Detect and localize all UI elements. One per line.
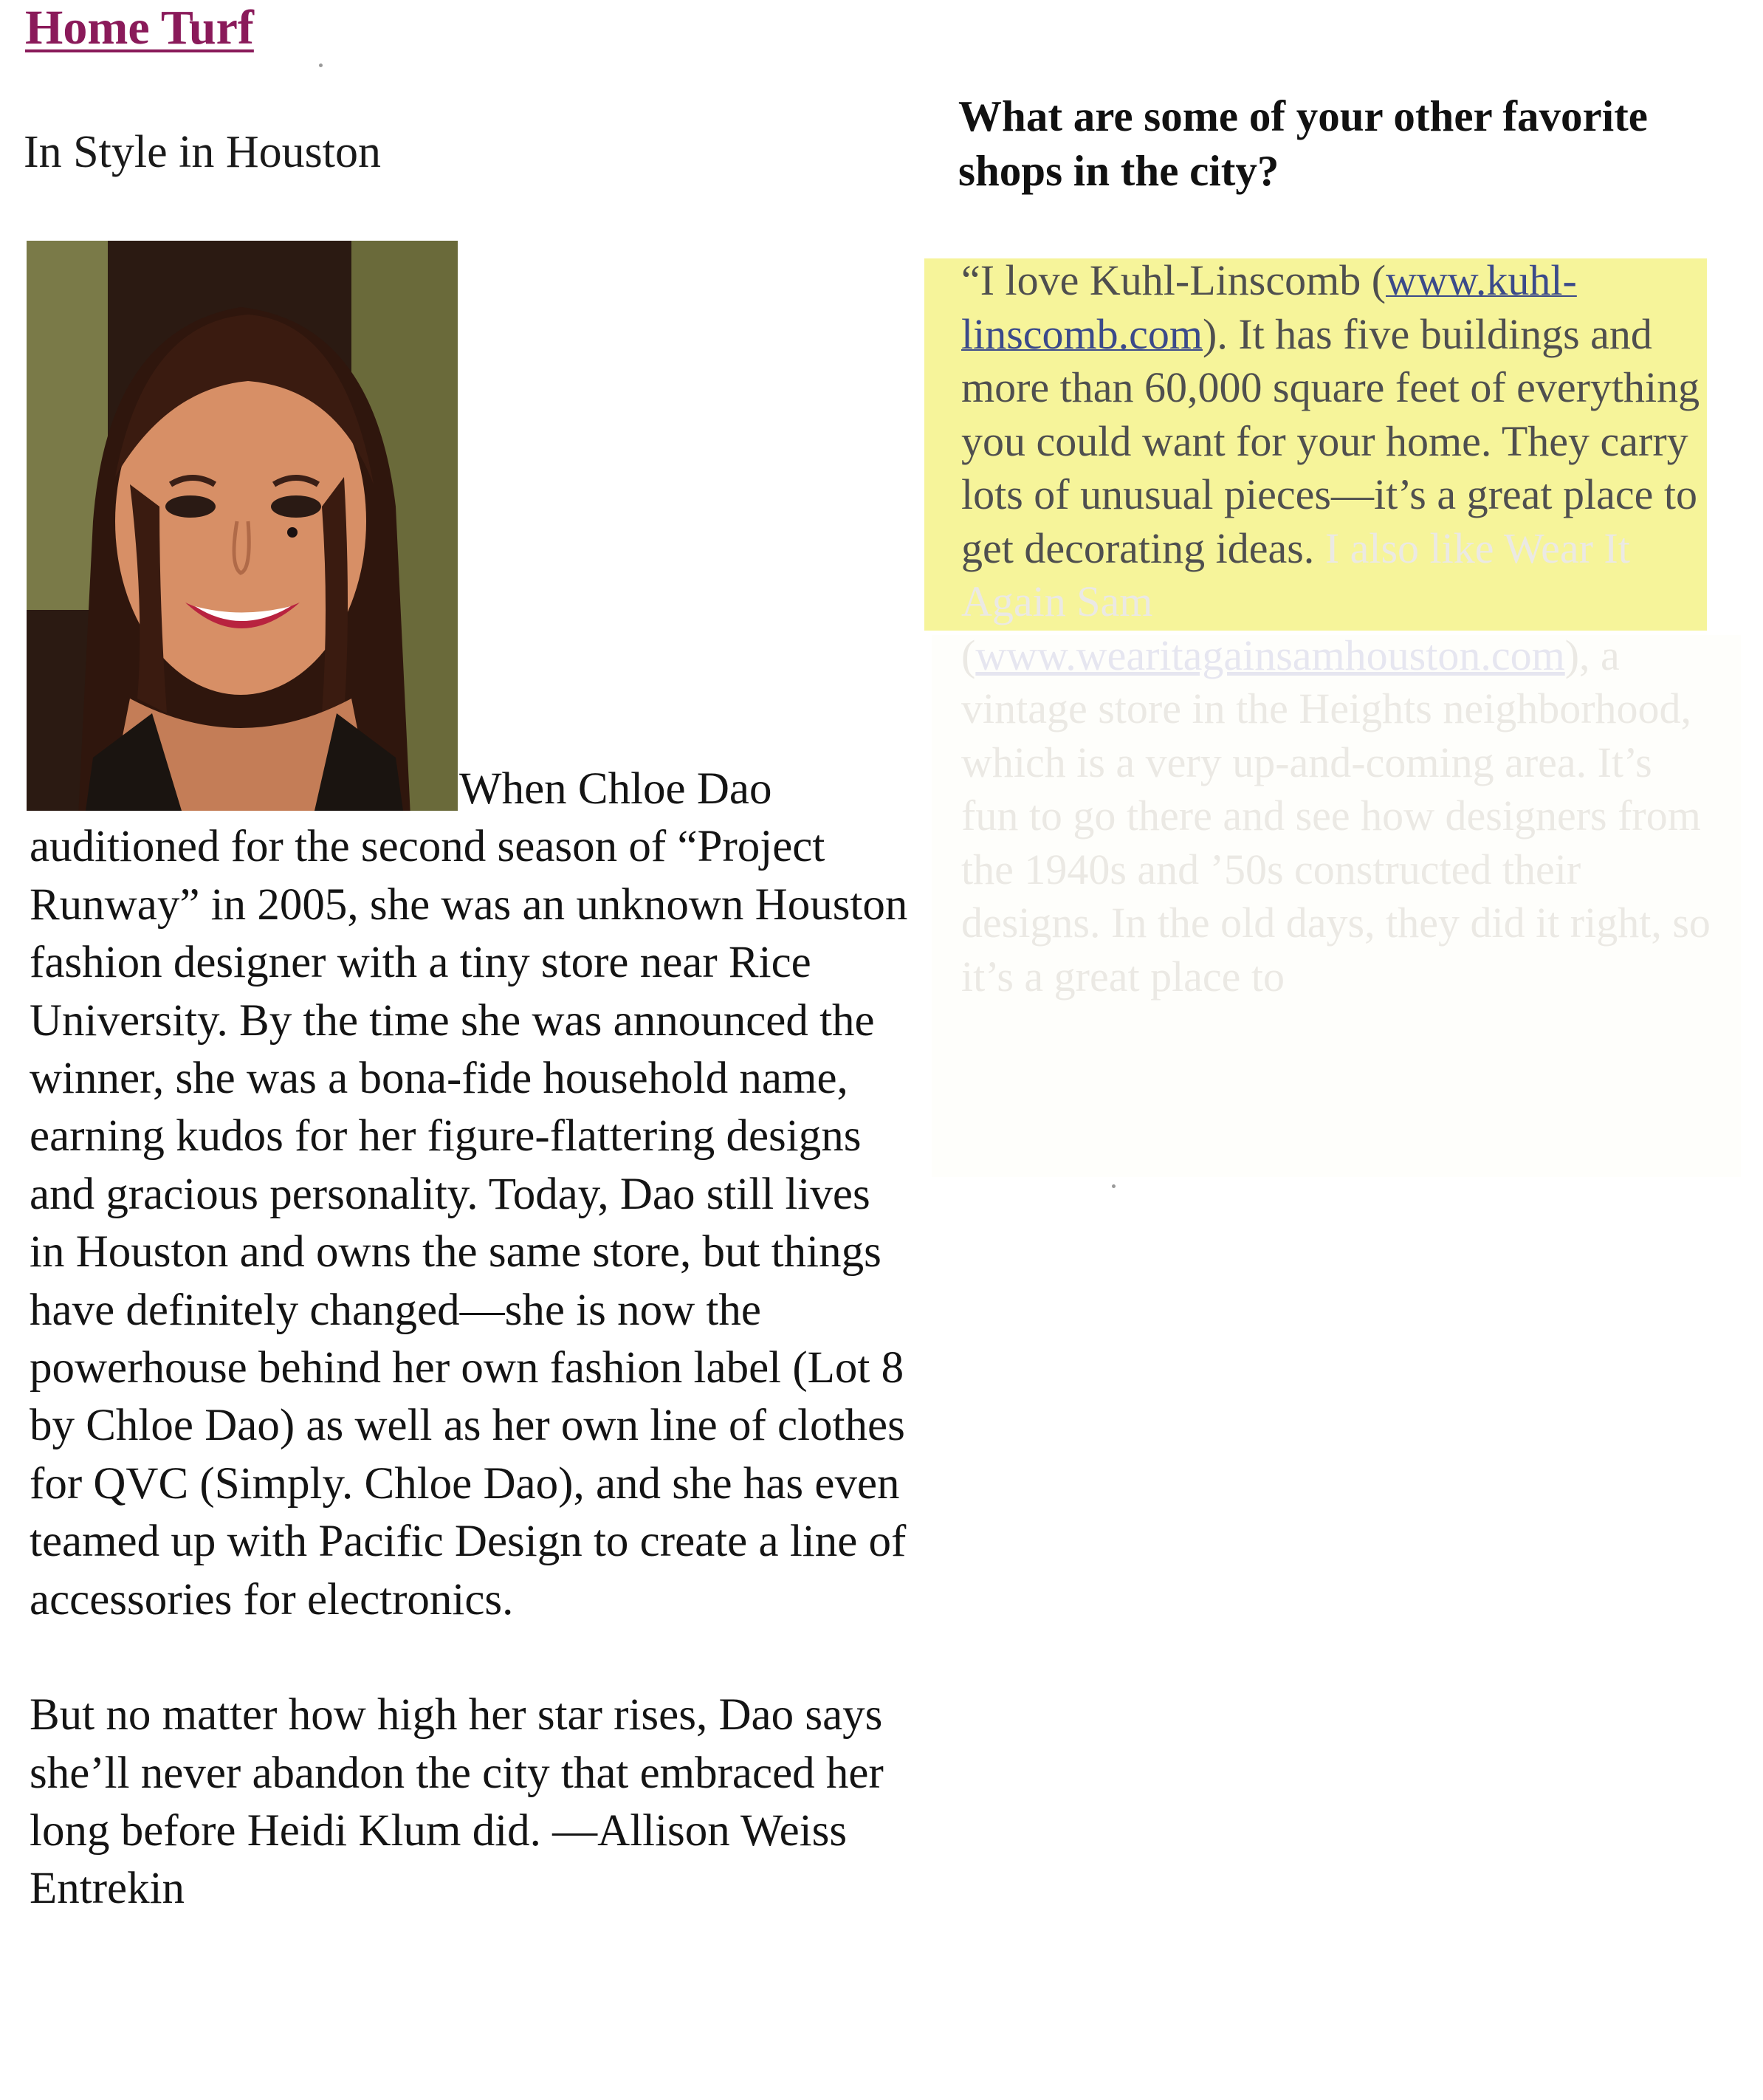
article-paragraph-2: But no matter how high her star rises, Dao says she’ll never abandon the city that embraced her long before Heidi Klum did. —Allison Weiss Entrekin (30, 1690, 884, 1914)
wear-it-again-sam-link[interactable]: www.wearitagainsamhouston.com (975, 631, 1565, 679)
faded-text-2: ), a vintage store in the Heights neighborhood, which is a very up-and-coming area. It’s fun to go there and see how designers from the 1940s and ’50s constructed their designs. In the old days, they did it right, so it’s a great place to (961, 631, 1711, 1001)
portrait-photo-icon (27, 241, 458, 811)
interview-answer (961, 254, 1714, 1003)
page-subtitle: In Style in Houston (24, 127, 381, 177)
faded-answer (961, 524, 1711, 1001)
faded-text-1: I also like Wear It Again Sam ( (961, 524, 1630, 679)
article-paragraph-1: When Chloe Dao auditioned for the second season of “Project Runway” in 2005, she was an unknown Houston fashion designer with a tiny store near Rice University. By the time she was announced the winner, she was a bona-fide household name, earning kudos for her figure-flattering designs and gracious personality. Today, Dao still lives in Houston and owns the same store, but things have definitely changed—she is now the powerhouse behind her own fashion label (Lot 8 by Chloe Dao) as well as her own line of clothes for QVC (Simply. Chloe Dao), and she has even teamed up with Pacific Design to create a line of accessories for electronics. (30, 764, 908, 1624)
scan-speck (319, 64, 323, 67)
interview-question: What are some of your other favorite shops in the city? (958, 92, 1648, 195)
portrait-photo (27, 241, 458, 811)
page-title: Home Turf (25, 1, 254, 55)
scan-speck (1112, 1184, 1116, 1188)
answer-text-2: ). It has five buildings and more than 60,000 square feet of everything you could want for your home. They carry lots of unusual pieces—it’s a great place to get decorating ideas. (961, 309, 1700, 572)
article-body (30, 761, 915, 1918)
answer-text-1: “I love Kuhl-Linscomb ( (961, 256, 1386, 304)
kuhl-linscomb-link[interactable]: www.kuhl-linscomb.com (961, 256, 1577, 358)
